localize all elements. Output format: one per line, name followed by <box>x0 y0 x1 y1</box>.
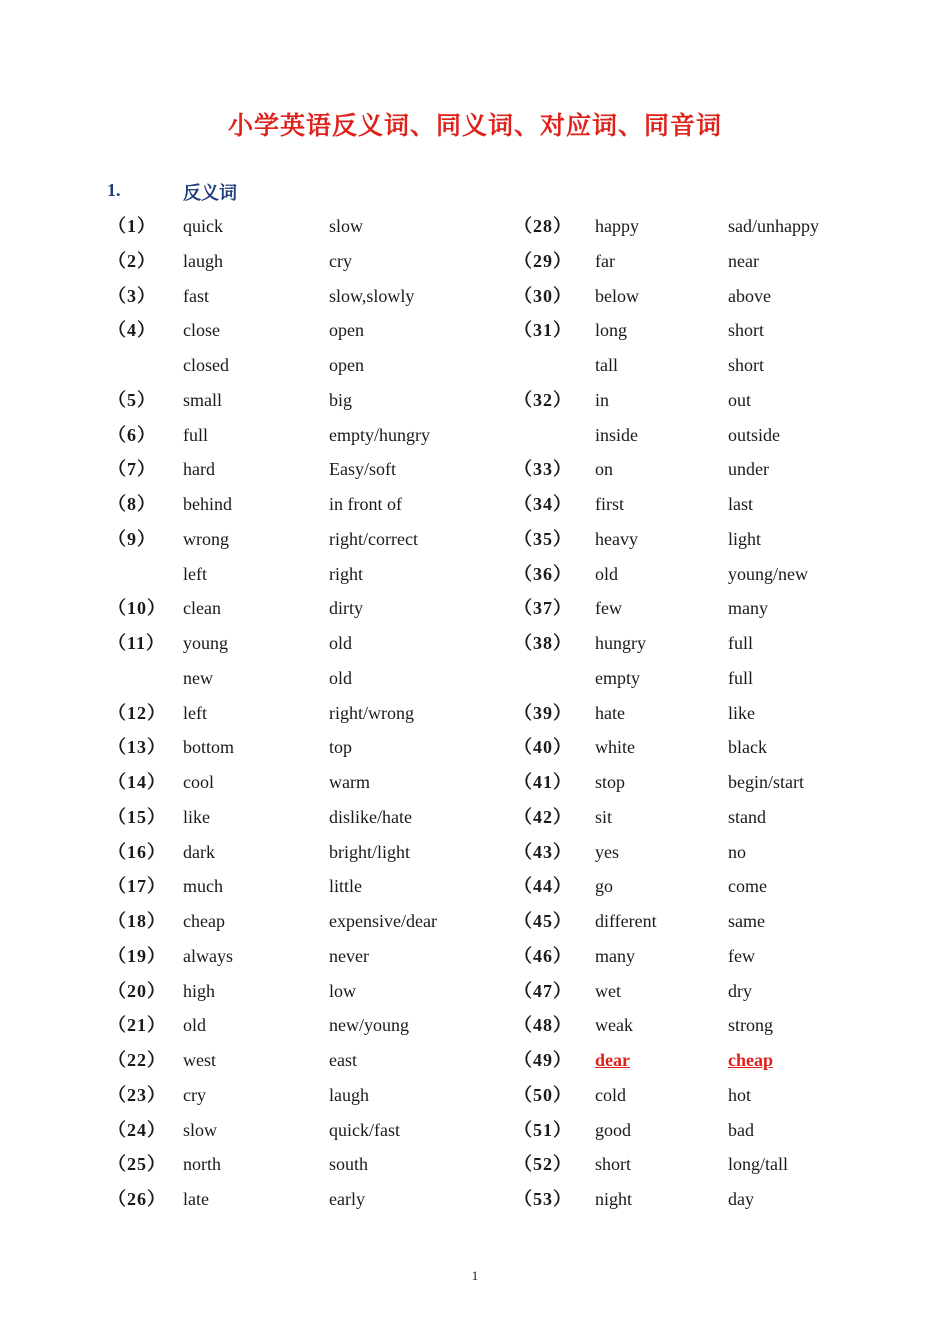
word: sit <box>595 806 613 827</box>
word: old <box>183 1015 207 1036</box>
antonym-word: east <box>329 1050 357 1070</box>
antonym-word: Easy/soft <box>329 459 396 480</box>
table-row <box>0 1115 950 1145</box>
antonym-word: laugh <box>329 1084 369 1105</box>
row-number: （13） <box>108 737 166 758</box>
antonym-word: under <box>728 459 769 480</box>
word: few <box>595 598 622 619</box>
word: left <box>183 563 207 584</box>
page-number: 1 <box>471 1268 479 1283</box>
antonym-word: old <box>329 633 353 653</box>
row-number: （42） <box>514 806 572 827</box>
word: many <box>595 945 635 966</box>
word: close <box>183 320 220 341</box>
word: below <box>595 285 639 306</box>
row-number: （52） <box>514 1154 572 1175</box>
row-number: （11） <box>108 633 166 653</box>
antonym-word: above <box>728 285 771 306</box>
antonym-word: in front of <box>329 494 402 514</box>
table-row <box>0 454 950 484</box>
table-row <box>0 1184 950 1214</box>
word: hate <box>595 702 625 723</box>
row-number: （20） <box>108 980 166 1001</box>
antonym-word: no <box>728 841 746 862</box>
row-number: （4） <box>108 320 156 341</box>
table-row <box>0 350 950 380</box>
word: closed <box>183 355 229 375</box>
antonym-word: never <box>329 945 369 966</box>
row-number: （21） <box>108 1015 166 1036</box>
row-number: （6） <box>108 424 156 445</box>
row-number: （41） <box>514 772 572 792</box>
antonym-word: outside <box>728 424 780 445</box>
row-number: （34） <box>514 494 572 514</box>
row-number: （10） <box>108 598 166 619</box>
word: north <box>183 1154 221 1175</box>
row-number: （1） <box>108 216 156 236</box>
antonym-word: out <box>728 389 752 410</box>
antonym-word: bright/light <box>329 841 410 862</box>
antonym-word: little <box>329 876 362 897</box>
row-number: （49） <box>514 1050 572 1070</box>
antonym-word: right/wrong <box>329 702 414 723</box>
word: old <box>595 563 619 584</box>
antonym-word: dislike/hate <box>329 806 412 827</box>
table-row <box>0 871 950 901</box>
antonym-word: quick/fast <box>329 1119 400 1140</box>
row-number: （25） <box>108 1154 166 1175</box>
row-number: （40） <box>514 737 572 758</box>
row-number: （46） <box>514 945 572 966</box>
word: night <box>595 1189 633 1209</box>
word: young <box>183 633 228 653</box>
table-row <box>0 941 950 971</box>
word: always <box>183 945 233 966</box>
word: short <box>595 1154 631 1175</box>
word: hard <box>183 459 215 480</box>
antonym-word: hot <box>728 1084 752 1105</box>
row-number: （19） <box>108 945 166 966</box>
antonym-word: come <box>728 876 767 897</box>
word: high <box>183 980 216 1001</box>
word: much <box>183 876 223 897</box>
table-row <box>0 420 950 450</box>
table-row <box>0 315 950 345</box>
word: late <box>183 1189 209 1209</box>
antonym-word: long/tall <box>728 1154 788 1175</box>
antonym-word: cry <box>329 250 352 271</box>
word: new <box>183 667 213 688</box>
word: far <box>595 250 615 271</box>
antonym-word: same <box>728 911 765 931</box>
row-number: （15） <box>108 806 166 827</box>
row-number: （35） <box>514 528 572 549</box>
word: heavy <box>595 528 638 549</box>
antonym-word: slow <box>329 216 364 236</box>
word: go <box>595 876 613 897</box>
antonym-word: full <box>728 667 753 688</box>
row-number: （18） <box>108 911 166 931</box>
row-number: （5） <box>108 389 156 410</box>
antonym-word: dry <box>728 980 752 1001</box>
table-row <box>0 628 950 658</box>
table-row <box>0 489 950 519</box>
table-row <box>0 976 950 1006</box>
antonym-word: day <box>728 1189 754 1209</box>
antonym-word: young/new <box>728 563 808 584</box>
antonym-word: top <box>329 737 353 758</box>
word: dear <box>595 1050 630 1070</box>
word: different <box>595 911 657 931</box>
word: wrong <box>183 528 229 549</box>
row-number: （31） <box>514 320 572 341</box>
row-number: （9） <box>108 528 156 549</box>
word: wet <box>595 980 621 1001</box>
antonym-word: slow,slowly <box>329 285 415 306</box>
row-number: （30） <box>514 285 572 306</box>
word: inside <box>595 424 638 445</box>
antonym-word: black <box>728 737 767 758</box>
word: happy <box>595 216 639 236</box>
table-row <box>0 211 950 241</box>
word: clean <box>183 598 221 619</box>
row-number: （28） <box>514 216 572 236</box>
row-number: （14） <box>108 772 166 792</box>
table-row <box>0 1045 950 1075</box>
word: white <box>595 737 635 758</box>
table-row <box>0 1010 950 1040</box>
antonym-word: cheap <box>728 1050 773 1070</box>
word: quick <box>183 216 223 236</box>
table-row <box>0 802 950 832</box>
row-number: （16） <box>108 841 166 862</box>
row-number: （12） <box>108 702 166 723</box>
row-number: （23） <box>108 1084 166 1105</box>
word: weak <box>595 1015 633 1036</box>
antonym-word: short <box>728 355 764 375</box>
row-number: （24） <box>108 1119 166 1140</box>
table-row <box>0 1149 950 1179</box>
word: dark <box>183 841 215 862</box>
row-number: （36） <box>514 563 572 584</box>
word: tall <box>595 355 618 375</box>
table-row <box>0 559 950 589</box>
row-number: （17） <box>108 876 166 897</box>
antonym-word: empty/hungry <box>329 424 430 445</box>
antonym-word: old <box>329 667 353 688</box>
word: like <box>183 806 210 827</box>
antonym-word: many <box>728 598 768 619</box>
row-number: （7） <box>108 459 156 480</box>
antonym-word: dirty <box>329 598 363 619</box>
antonym-word: big <box>329 389 353 410</box>
row-number: （3） <box>108 285 156 306</box>
table-row <box>0 593 950 623</box>
row-number: （8） <box>108 494 156 514</box>
word: laugh <box>183 250 223 271</box>
row-number: （37） <box>514 598 572 619</box>
row-number: （50） <box>514 1084 572 1105</box>
row-number: （43） <box>514 841 572 862</box>
antonym-word: new/young <box>329 1015 409 1036</box>
section-title: 反义词 <box>183 183 237 204</box>
word: left <box>183 702 207 723</box>
word: west <box>183 1050 216 1070</box>
section-number: 1. <box>107 180 121 200</box>
row-number: （29） <box>514 250 572 271</box>
word: empty <box>595 667 640 688</box>
antonym-word: short <box>728 320 764 341</box>
table-row <box>0 732 950 762</box>
word: cool <box>183 772 214 792</box>
row-number: （38） <box>514 633 572 653</box>
row-number: （45） <box>514 911 572 931</box>
word: hungry <box>595 633 646 653</box>
row-number: （48） <box>514 1015 572 1036</box>
antonym-word: like <box>728 702 755 723</box>
word: slow <box>183 1119 218 1140</box>
row-number: （32） <box>514 389 572 410</box>
word: long <box>595 320 628 341</box>
antonym-word: near <box>728 250 759 271</box>
row-number: （22） <box>108 1050 166 1070</box>
row-number: （2） <box>108 250 156 271</box>
table-row <box>0 906 950 936</box>
row-number: （33） <box>514 459 572 480</box>
table-row <box>0 385 950 415</box>
row-number: （51） <box>514 1119 572 1140</box>
antonym-word: stand <box>728 806 766 827</box>
antonym-word: bad <box>728 1119 754 1140</box>
table-row <box>0 837 950 867</box>
word: behind <box>183 494 232 514</box>
word: full <box>183 424 208 445</box>
word: yes <box>595 841 619 862</box>
antonym-word: light <box>728 528 762 549</box>
row-number: （47） <box>514 980 572 1001</box>
word: stop <box>595 772 626 792</box>
antonym-word: strong <box>728 1015 773 1036</box>
antonym-word: south <box>329 1154 369 1175</box>
antonym-word: right <box>329 563 363 584</box>
word: on <box>595 459 613 480</box>
antonym-word: full <box>728 633 753 653</box>
row-number: （44） <box>514 876 572 897</box>
word: bottom <box>183 737 235 758</box>
antonym-word: few <box>728 945 755 966</box>
antonym-word: begin/start <box>728 772 804 792</box>
antonym-word: warm <box>329 772 370 792</box>
row-number: （53） <box>514 1189 572 1209</box>
table-row <box>0 767 950 797</box>
antonym-word: right/correct <box>329 528 418 549</box>
word: good <box>595 1119 631 1140</box>
antonym-word: expensive/dear <box>329 911 437 931</box>
word: fast <box>183 285 209 306</box>
word: first <box>595 494 624 514</box>
row-number: （26） <box>108 1189 166 1209</box>
row-number: （39） <box>514 702 572 723</box>
word: cheap <box>183 911 225 931</box>
antonym-word: low <box>329 980 356 1001</box>
antonym-word: last <box>728 494 753 514</box>
antonym-word: open <box>329 320 364 341</box>
antonym-word: sad/unhappy <box>728 216 819 236</box>
word: cry <box>183 1084 206 1105</box>
table-row <box>0 281 950 311</box>
table-row <box>0 1080 950 1110</box>
table-row <box>0 246 950 276</box>
word: in <box>595 389 610 410</box>
word: cold <box>595 1084 626 1105</box>
table-row <box>0 663 950 693</box>
table-row <box>0 524 950 554</box>
antonym-word: open <box>329 355 364 375</box>
page-title: 小学英语反义词、同义词、对应词、同音词 <box>227 111 722 140</box>
antonym-word: early <box>329 1189 365 1209</box>
word: small <box>183 389 222 410</box>
table-row <box>0 698 950 728</box>
